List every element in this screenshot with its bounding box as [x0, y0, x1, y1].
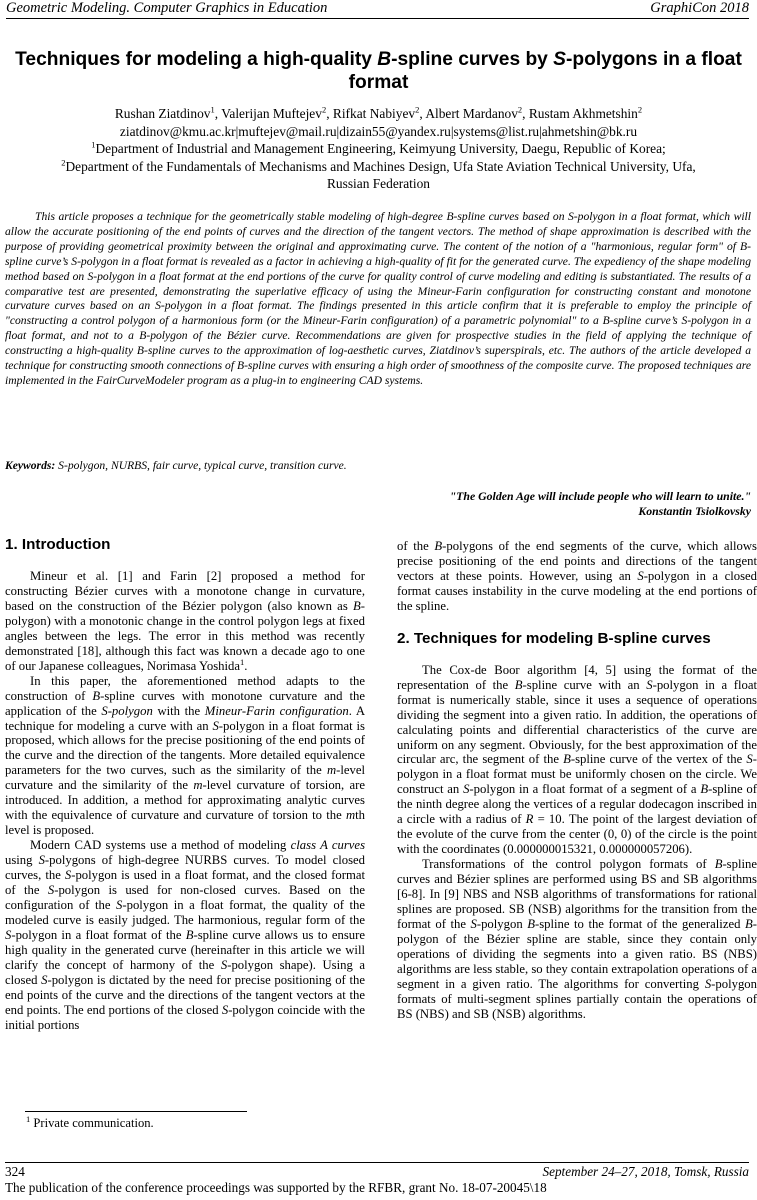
epigraph [450, 489, 751, 518]
author-emails: ziatdinov@kmu.ac.kr|muftejev@mail.ru|dizain55@yandex.ru|systems@list.ru|ahmetshin@bk.ru [119, 123, 638, 139]
paragraph: Transformations of the control polygon formats of B-spline curves and Bézier splines are performed using BS and SB algorithms [6-8]. In [9] NBS and NSB algorithms of transformations for rational splines are proposed. SB (NSB) algorithms for the transition from the format of the S-polygon B-spline to the format of the generalized B-polygon of the Bézier spline are stable, since they contain only operations of dividing the segments into a given ratio. BS (NBS) algorithms are less stable, so they contain extrapolation operations of a segment in a given ratio. The algorithms for converting S-polygon formats of multi-segment splines partially contain the operations of BS (NBS) and SB (NSB) algorithms. [397, 857, 757, 1021]
page-footer [5, 1164, 749, 1179]
epigraph-quote: "The Golden Age will include people who will learn to unite." [449, 489, 751, 503]
author-list: Rushan Ziatdinov$^1$, Valerijan Muftejev$^2$, Rifkat Nabiyev$^2$, Albert Mardanov$^2$, Rustam Akhmetshin$^2$ [114, 104, 643, 121]
affiliation-1: $^1$Department of Industrial and Management Engineering, Keimyung University, Daegu, Republic of Korea; [91, 139, 666, 157]
funding-note: The publication of the conference proceedings was supported by the RFBR, grant No. 18-07-20045\18 [5, 1180, 547, 1195]
keywords: Keywords: S-polygon, NURBS, fair curve, typical curve, transition curve. [5, 459, 347, 472]
section-2-heading: 2. Techniques for modeling B-spline curves [397, 629, 711, 647]
affiliation-2-cont: Russian Federation [326, 176, 431, 192]
paragraph: The Cox-de Boor algorithm [4, 5] using the format of the representation of the B-spline curve with an S-polygon in a float format is numerically stable, since it uses a sequence of operations dividing the segment into a given ratio. In addition, the operations of calculating points and differential characteristics of the curve are uniform on any segment. Obviously, for the best approximation of the circular arc, the segment of the B-spline curve of the vertex of the S-polygon in a float format must be uniformly chosen on the circle. We construct an S-polygon in a float format of a segment of a B-spline of the ninth degree along the vertices of a regular dodecagon inscribed in a circle with a radius of R = 10. The point of the largest deviation of the evolute of the curve from the center (0, 0) of the circle is the point with the coordinates (0.000000015321, 0.000000057206). [397, 662, 757, 857]
affiliation-2: $^2$Department of the Fundamentals of Mechanisms and Machines Design, Ufa State Aviation Technical University, Ufa, [61, 157, 696, 174]
header-journal: Geometric Modeling. Computer Graphics in Education [6, 0, 328, 16]
page-number: 324 [5, 1164, 25, 1179]
authors-block [0, 105, 757, 193]
left-column [5, 530, 365, 1033]
epigraph-author: Konstantin Tsiolkovsky [638, 503, 751, 518]
header-conference: GraphiCon 2018 [650, 0, 749, 16]
section-1-heading: 1. Introduction [5, 536, 111, 553]
conference-date: September 24–27, 2018, Tomsk, Russia [542, 1164, 749, 1179]
paragraph: Mineur et al. [1] and Farin [2] proposed a method for constructing Bézier curves with a monotone change in curvature, based on the construction of the Bézier polygon (also known as B-polygon) with a monotonic change in the control polygon legs at fixed angles between the legs. The error in this method was recently demonstrated [18], although this fact was known a decade ago to one of our Japanese colleagues, Norimasa Yoshida$^1$. [5, 569, 365, 673]
paragraph: In this paper, the aforementioned method adapts to the construction of B-spline curves with monotone curvature and the application of the S-polygon with the Mineur-Farin configuration. A technique for modeling a curve with an S-polygon in a float format is proposed, which allows for the precise positioning of the end points of the curve and the direction of the tangents. More detailed equivalence parameters for the two curves, such as the similarity of the m-level curvature and the similarity of the m-level curvature of torsion, are introduced. In addition, a method for approximating analytic curves with the equivalence of curvature and curvature of torsion to the mth level is proposed. [5, 673, 365, 838]
abstract: This article proposes a technique for the geometrically stable modeling of high-degree B-spline curves based on S-polygon in a float format, which will allow the accurate positioning of the end points of curves and the direction of the tangent vectors. The method of shape approximation is described with the purpose of providing geometrical proximity between the original and approximating curve. The content of the notion of a "harmonious, regular form" of B-spline curve’s S-polygon in a float format is revealed as a factor in achieving a high-quality of fit for the generated curve. The expediency of the shape modeling method based on S-polygon in a float format at the end portions of the curve for quality control of curve modeling and editing is substantiated. The results of a comparative test are presented, demonstrating the superlative efficacy of using the Mineur-Farin configuration for constructing constant and monotone curvature curves based on an S-polygon in a float format. The findings presented in this article confirm that it is preferable to employ the principle of "constructing a control polygon of a harmonious form (or the Mineur-Farin configuration) of a parametric polynomial" to a B-spline curve’s S-polygon in a float format, and not to a B-polygon of the Bézier curve. Recommendations are given for prospective studies in the field of applying the technique of constructing a high-quality B-spline curves to the approximation of log-aesthetic curves, Ziatdinov’s superspirals, etc. The authors of the article developed a technique for constructing smooth connections of B-spline curves with ensuring a high order of smoothness of the composite curve. The proposed techniques are implemented in the FairCurveModeler program as a plug-in to engineering CAD systems. [5, 210, 751, 387]
paragraph: Modern CAD systems use a method of modeling class A curves using S-polygons of high-degree NURBS curves. To model closed curves, the S-polygon is used in a float format, and the closed format of the S-polygon is used for non-closed curves. Based on the configuration of the S-polygon in a float format, the quality of the modeled curve is easily judged. The harmonious, regular form of the S-polygon in a float format of the B-spline curve allows us to ensure high quality in the generated curve (hereinafter in this article we will clarify the concept of harmony of the S-polygon shape). Using a closed S-polygon is dictated by the need for precise positioning of the end points of the curve and the directions of the tangent vectors at the end points. The end portions of the closed S-polygon coincide with the initial portions [5, 838, 366, 1032]
paragraph: of the B-polygons of the end segments of the curve, which allows precise positioning of the end points and directions of the tangent vectors at these points. However, using an S-polygon in a closed format causes instability in the curve modeling at the end portions of the spline. [397, 539, 757, 613]
paper-title: Techniques for modeling a high-quality B-spline curves by S-polygons in a float format [15, 49, 742, 93]
footnote: $^1$ Private communication. [26, 1113, 154, 1130]
running-header [6, 0, 749, 19]
footnote-divider [25, 1111, 247, 1112]
right-column [397, 539, 757, 1022]
footer-divider [5, 1162, 749, 1163]
